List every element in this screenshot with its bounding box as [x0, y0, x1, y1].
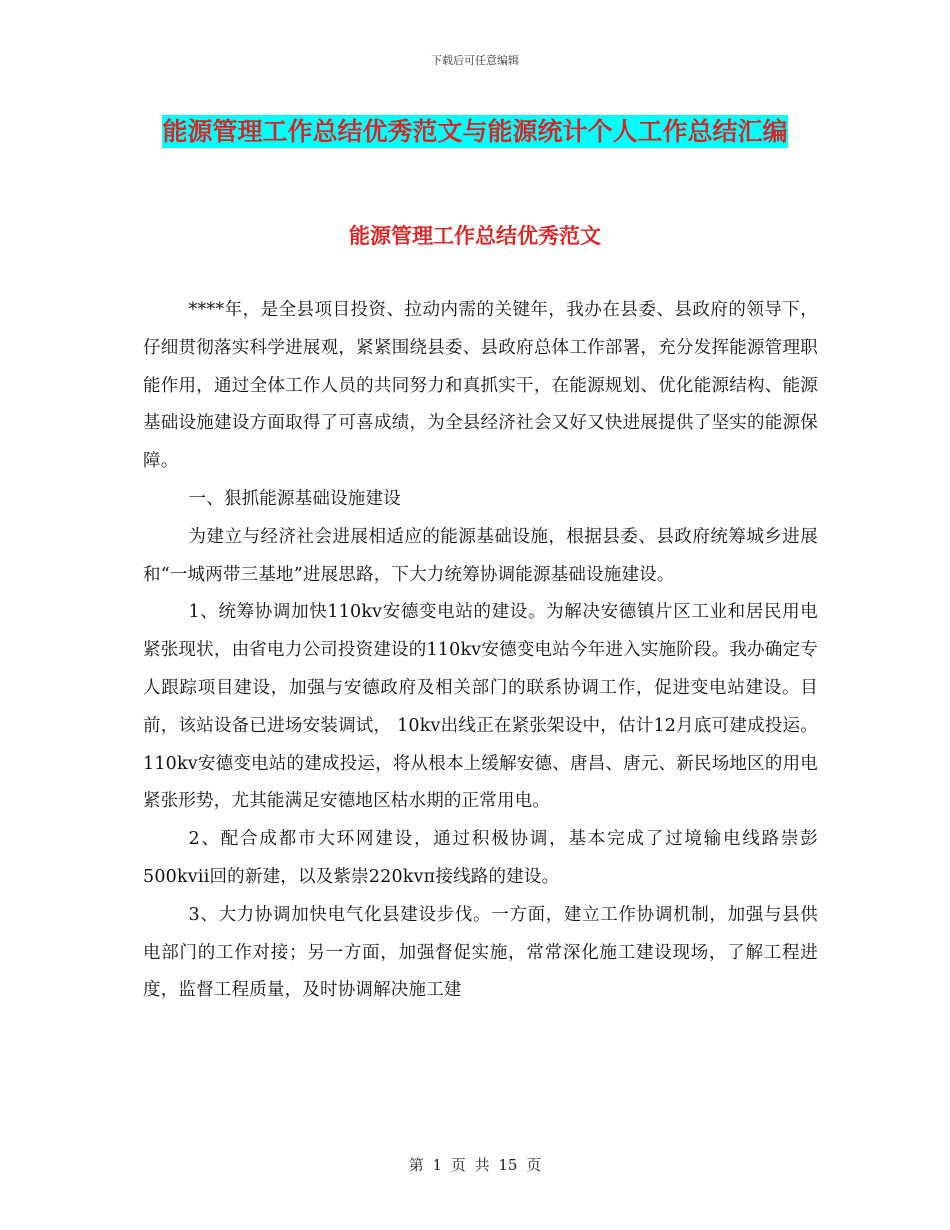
paragraph: 为建立与经济社会进展相适应的能源基础设施，根据县委、县政府统筹城乡进展和“一城两带三基地”进展思路，下大力统筹协调能源基础设施建设。	[143, 526, 818, 585]
paragraph: 1、统筹协调加快110kv安德变电站的建设。为解决安德镇片区工业和居民用电紧张现状，由省电力公司投资建设的110kv安德变电站今年进入实施阶段。我办确定专人跟踪项目建设，加强与安德政府及相关部门的联系协调工作，促进变电站建设。目前，该站设备已进场安装调试， 10kv出线正在紧张架设中，估计12月底可建成投运。110kv安德变电站的建成投运，将从根本上缓解安德、唐昌、唐元、新民场地区的用电紧张形势，尤其能满足安德地区枯水期的正常用电。	[143, 602, 818, 812]
paragraph: 2、配合成都市大环网建设，通过积极协调，基本完成了过境输电线路崇彭500kvii回的新建，以及紫崇220kvπ接线路的建设。	[143, 829, 818, 887]
paragraph: ****年，是全县项目投资、拉动内需的关键年，我办在县委、县政府的领导下，仔细贯彻落实科学进展观，紧紧围绕县委、县政府总体工作部署，充分发挥能源管理职能作用，通过全体工作人员的共同努力和真抓实干，在能源规划、优化能源结构、能源基础设施建设方面取得了可喜成绩，为全县经济社会又好又快进展提供了坚实的能源保障。	[143, 300, 818, 472]
document-title-text: 能源管理工作总结优秀范文与能源统计个人工作总结汇编	[162, 117, 788, 146]
section-title: 能源管理工作总结优秀范文	[349, 224, 601, 248]
document-body	[143, 292, 818, 1010]
page-number: 第 1 页 共 15 页	[408, 1156, 542, 1174]
section-heading: 一、狠抓能源基础设施建设	[188, 488, 401, 509]
paragraph: 3、大力协调加快电气化县建设步伐。一方面，建立工作协调机制，加强与县供电部门的工作对接；另一方面，加强督促实施，常常深化施工建设现场，了解工程进度，监督工程质量，及时协调解决施工建	[143, 904, 818, 1001]
document-title	[150, 108, 800, 156]
page-header-note: 下载后可任意编辑	[431, 54, 519, 67]
